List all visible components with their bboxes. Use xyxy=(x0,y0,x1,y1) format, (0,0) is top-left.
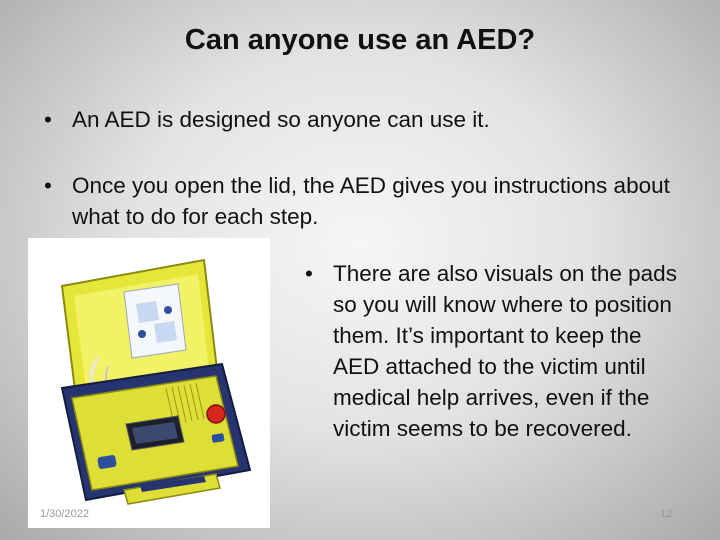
slide-title: Can anyone use an AED? xyxy=(184,24,536,56)
bullet-text: An AED is designed so anyone can use it. xyxy=(72,107,490,132)
aed-device-icon xyxy=(28,238,270,528)
bullet-item xyxy=(44,104,684,135)
footer-date: 1/30/2022 xyxy=(40,508,89,520)
bullet-marker: • xyxy=(44,173,52,198)
bullet-text: There are also visuals on the pads so you will know where to position them. It’s important to keep the AED attached to the victim until medical help arrives, even if the victim seems to be recovered. xyxy=(333,261,677,441)
bullet-item xyxy=(44,170,684,232)
aed-device-photo xyxy=(28,238,270,528)
bullet-marker: • xyxy=(44,107,52,132)
bullet-item xyxy=(305,258,690,444)
bullet-marker: • xyxy=(305,261,313,286)
slide-number: 12 xyxy=(660,508,673,520)
bullet-text: Once you open the lid, the AED gives you instructions about what to do for each step. xyxy=(72,173,670,229)
